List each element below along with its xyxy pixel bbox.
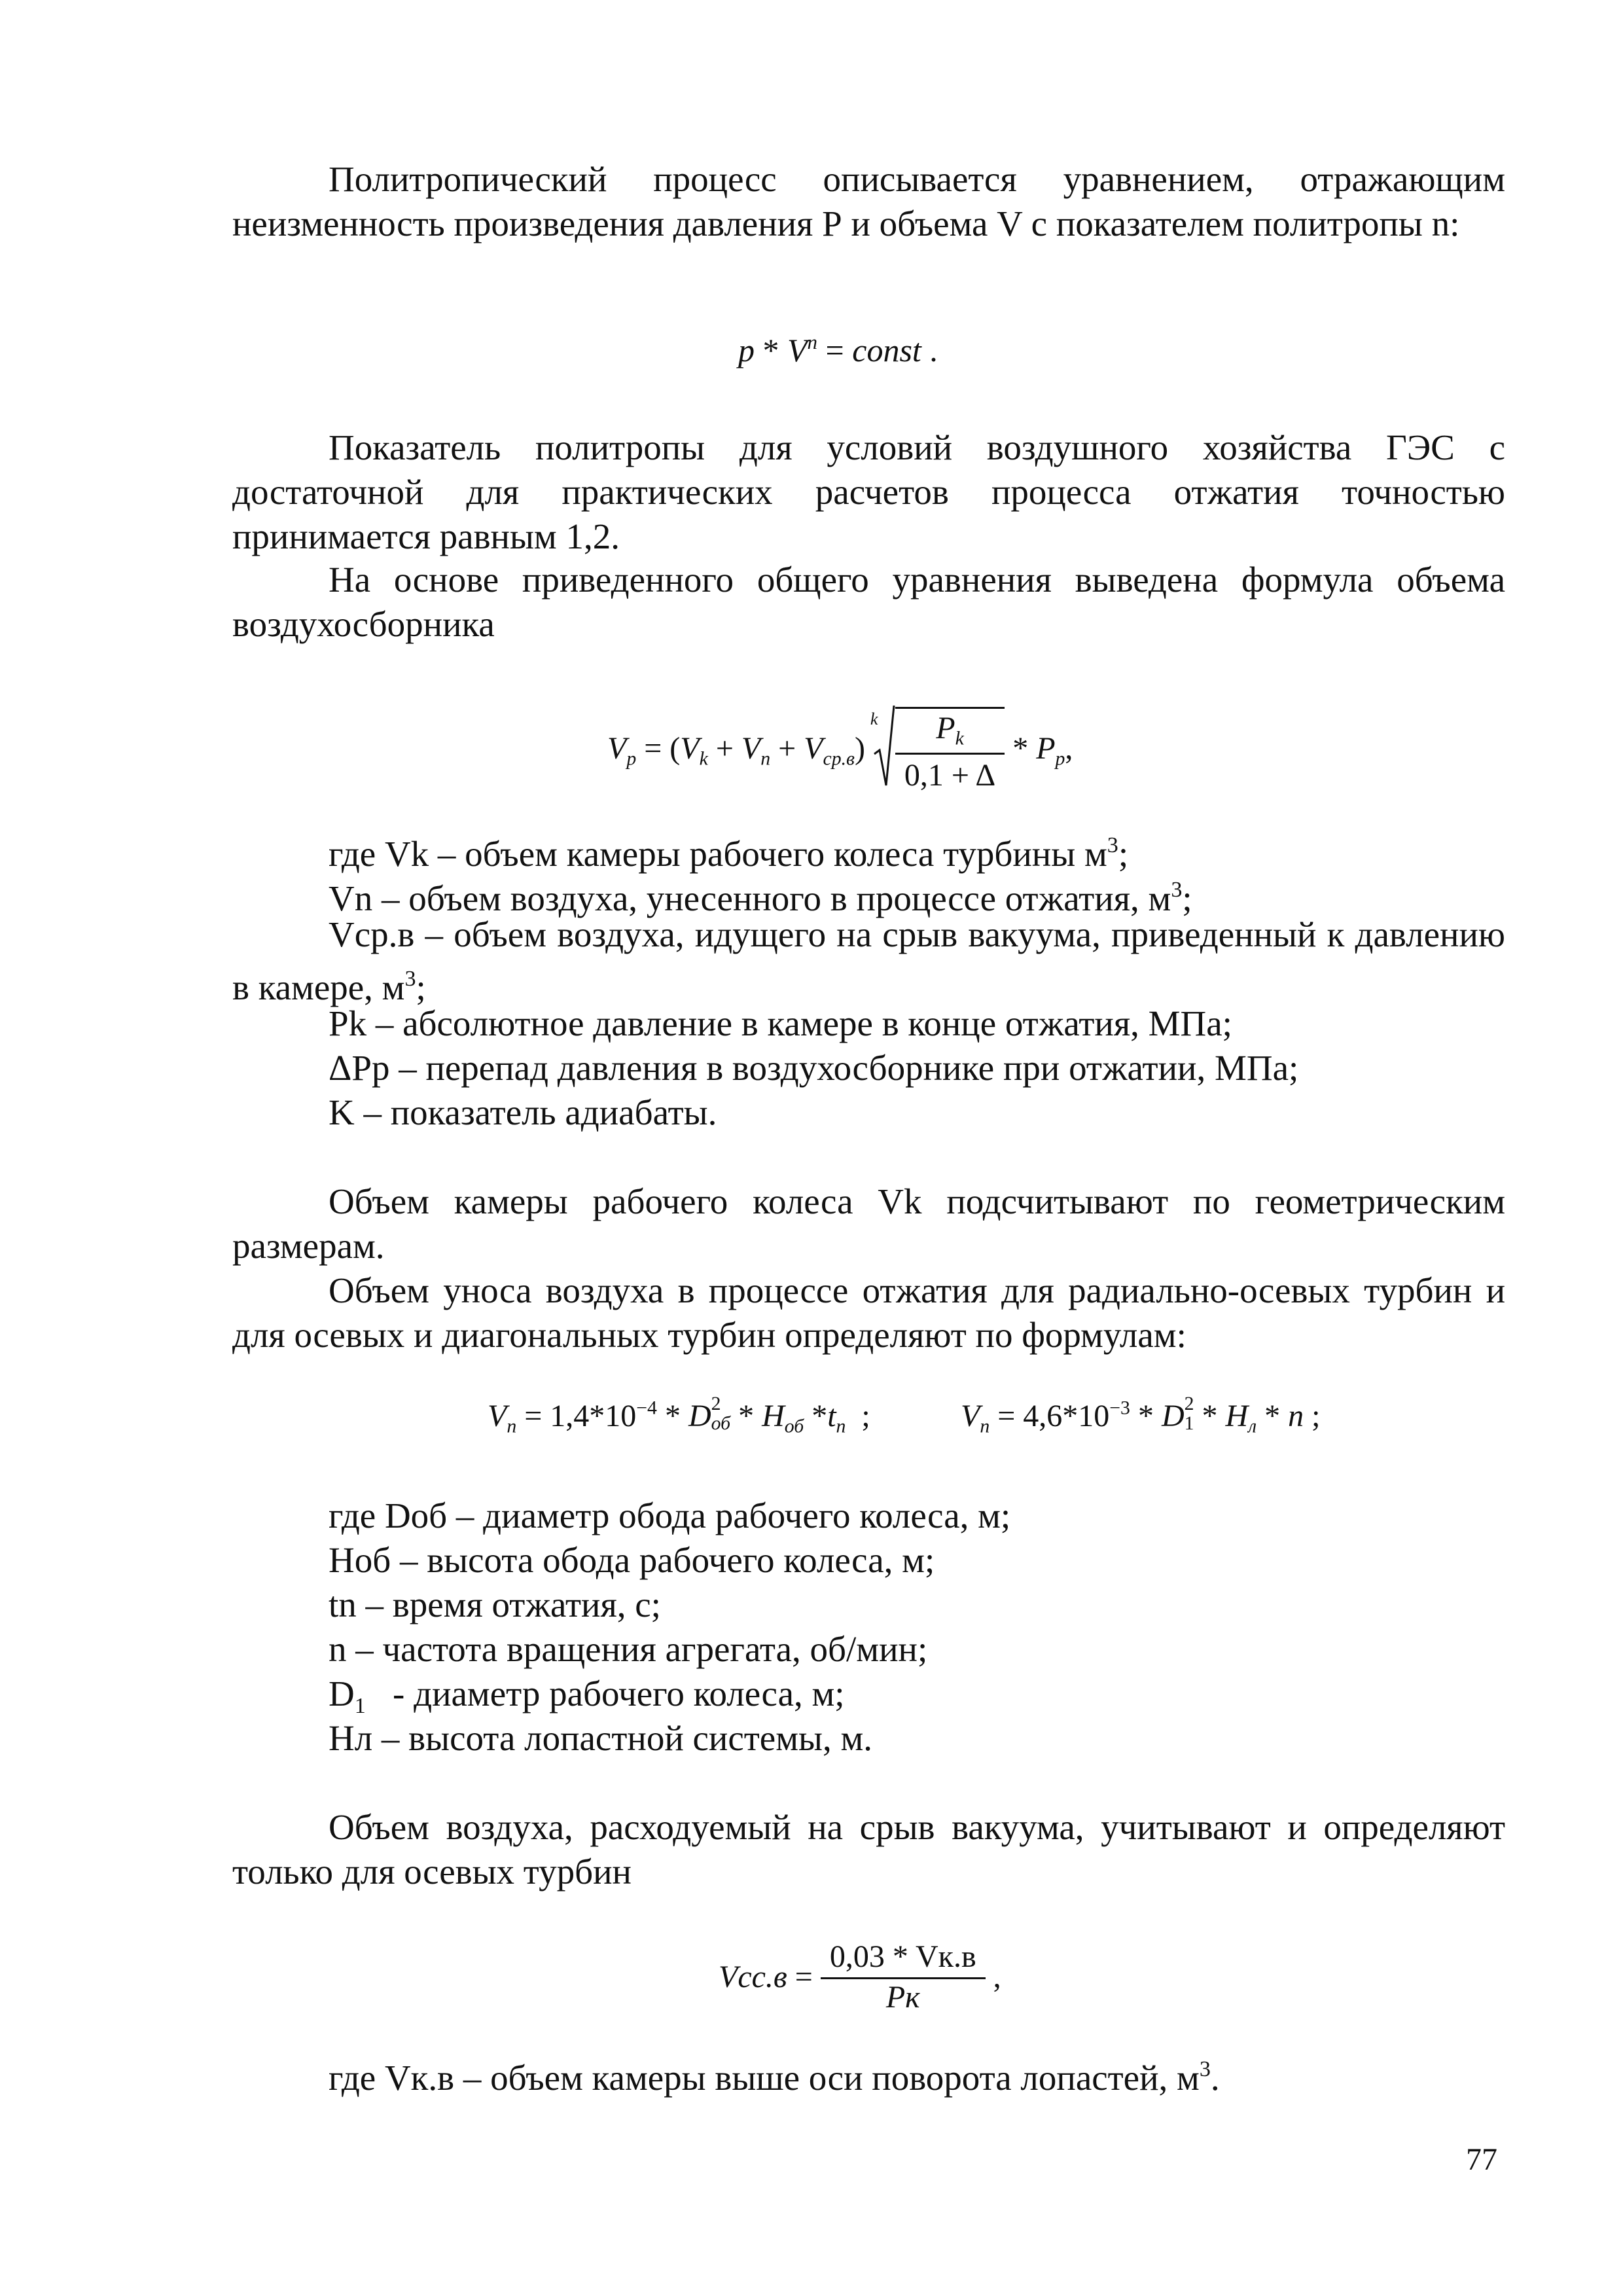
paragraph-polytrope-index: Показатель политропы для условий воздушного хозяйства ГЭС с достаточной для практических расчетов процесса отжатия точностью принимается равным 1,2.	[232, 427, 1505, 556]
definition-dob: где Dоб – диаметр обода рабочего колеса, м;	[329, 1496, 1011, 1535]
definition-d1: $D_1$ - диаметр рабочего колеса, м;	[329, 1674, 845, 1718]
definition-vn: Vn – объем воздуха, унесенного в процессе отжатия, $м^3$;	[329, 878, 1192, 919]
paragraph-derived-formula: На основе приведенного общего уравнения выведена формула объема воздухосборника	[232, 560, 1505, 644]
formula-vacuum-break-volume: Vcc.в = $\frac{0,03 * Vк.в}{Pк}$ ,	[719, 1939, 1001, 2015]
paragraph-chamber-volume: Объем камеры рабочего колеса Vk подсчитывают по геометрическим размерам.	[232, 1181, 1505, 1266]
definition-k: K – показатель адиабаты.	[329, 1092, 717, 1132]
definition-pk: Pk – абсолютное давление в камере в конце отжатия, МПа;	[329, 1003, 1232, 1043]
formula-polytropic: p * $V^n$ = const .	[738, 331, 938, 369]
paragraph-air-carryover: Объем уноса воздуха в процессе отжатия для радиально-осевых турбин и для осевых и диагональных турбин определяют по формулам:	[232, 1270, 1505, 1355]
paragraph-polytropic: Политропический процесс описывается уравнением, отражающим неизменность произведения давления Р и объема V с показателем политропы n:	[232, 159, 1505, 243]
fraction-pressure: $\frac{P_k}{0,1 + \Delta}$	[895, 710, 1005, 793]
definition-vcp: Vср.в – объем воздуха, идущего на срыв вакуума, приведенный к давлению в камере, $м^3$;	[232, 914, 1505, 1008]
radical: k $\frac{P_k}{0,1 + \Delta}$	[873, 707, 1005, 793]
definition-tn: tn – время отжатия, с;	[329, 1585, 661, 1624]
definition-hob: Hоб – высота обода рабочего колеса, м;	[329, 1540, 935, 1580]
definition-vkv: где Vк.в – объем камеры выше оси поворота лопастей, $м^3$.	[329, 2057, 1220, 2098]
page-number: 77	[1466, 2142, 1497, 2177]
radical-sign-icon	[873, 703, 895, 788]
formula-carryover-axial: $V_n = 4,6*10^{-3} * D$ 2 1 * $H_л$ * n ;	[961, 1393, 1321, 1437]
definition-n: n – частота вращения агрегата, об/мин;	[329, 1629, 928, 1669]
fraction-vacuum: $\frac{0,03 * Vк.в}{Pк}$	[821, 1939, 986, 2015]
definition-vk: где Vk – объем камеры рабочего колеса турбины $м^3$;	[329, 833, 1129, 874]
formula-carryover-radial: $V_n = 1,4*10^{-4} * D$ 2 об * $H_{об}$ $*t_n$ ;	[488, 1393, 870, 1437]
definition-hl: Нл – высота лопастной системы, м.	[329, 1718, 873, 1758]
definition-delta-pp: ΔPp – перепад давления в воздухосборнике при отжатии, МПа;	[329, 1048, 1299, 1088]
formula-receiver-volume: $V_p = (V_k + V_n + V_{cp.в})$ k $\frac{P_k}{0,1 + \Delta}$ * $P_p$,	[607, 707, 1073, 792]
paragraph-vacuum-break: Объем воздуха, расходуемый на срыв вакуума, учитывают и определяют только для осевых турбин	[232, 1807, 1505, 1892]
